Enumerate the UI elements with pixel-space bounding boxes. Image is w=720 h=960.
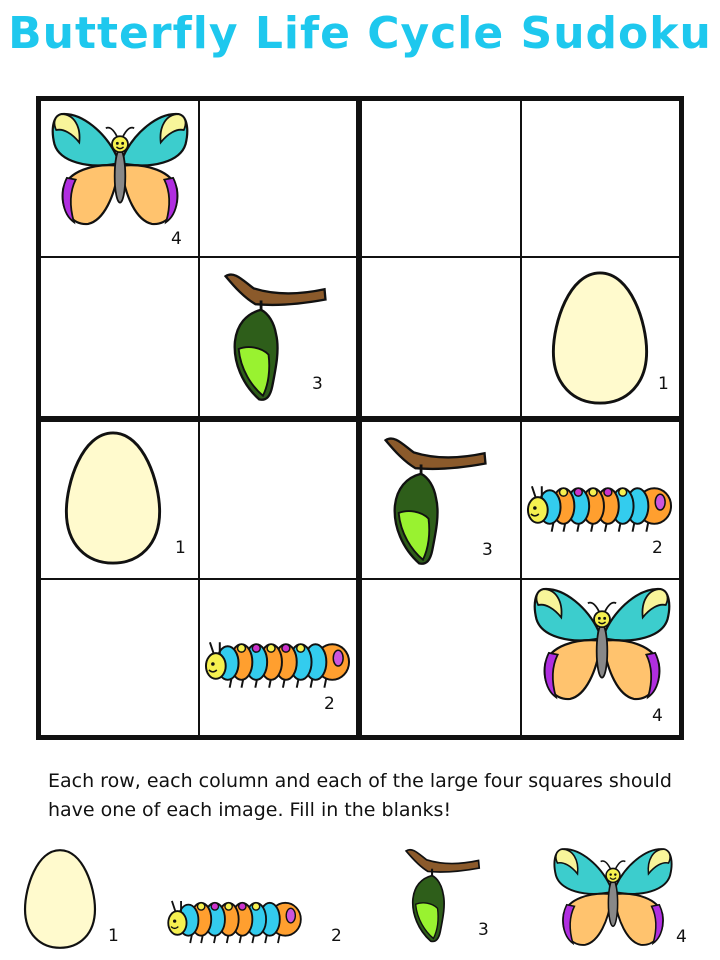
grid-cell-r2c1[interactable]: [200, 422, 359, 580]
legend-item-butterfly: [550, 843, 700, 953]
chrysalis-icon: [402, 842, 484, 946]
cell-number: 4: [652, 706, 663, 726]
legend-number: 2: [331, 926, 342, 946]
cell-number: 2: [652, 538, 663, 558]
grid-cell-r1c3[interactable]: [522, 258, 681, 416]
grid-cell-r2c3[interactable]: [522, 422, 681, 580]
legend-item-caterpillar: [165, 890, 355, 950]
grid-cell-r2c2[interactable]: [362, 422, 521, 580]
legend-item-chrysalis: [402, 842, 502, 952]
cell-number: 1: [175, 538, 186, 558]
legend-item-egg: [22, 848, 132, 948]
egg-icon: [63, 430, 163, 566]
legend-number: 3: [478, 920, 489, 940]
grid-cell-r3c3[interactable]: [522, 580, 681, 738]
legend-number: 4: [676, 927, 687, 947]
grid-cell-r1c2[interactable]: [362, 258, 521, 416]
grid-cell-r0c1[interactable]: [200, 101, 359, 259]
grid-cell-r2c0[interactable]: [41, 422, 200, 580]
grid-cell-r0c3[interactable]: [522, 101, 681, 259]
grid-cell-r0c0[interactable]: [41, 101, 200, 259]
cell-number: 3: [312, 374, 323, 394]
butterfly-icon: [47, 107, 193, 231]
cell-number: 1: [658, 374, 669, 394]
grid-cell-r3c2[interactable]: [362, 580, 521, 738]
sudoku-grid: [36, 96, 684, 740]
butterfly-icon: [528, 582, 676, 706]
egg-icon: [22, 848, 98, 950]
instructions-text: Each row, each column and each of the large four squares should have one of each image. Fill in the blanks!: [48, 770, 672, 821]
egg-icon: [550, 270, 650, 406]
caterpillar-icon: [204, 630, 352, 700]
grid-cell-r0c2[interactable]: [362, 101, 521, 259]
grid-cell-r3c1[interactable]: [200, 580, 359, 738]
caterpillar-icon: [165, 890, 305, 954]
caterpillar-icon: [526, 474, 674, 544]
legend-number: 1: [108, 926, 119, 946]
cell-number: 4: [171, 229, 182, 249]
butterfly-icon: [550, 843, 676, 951]
chrysalis-icon: [380, 428, 492, 570]
grid-cell-r1c1[interactable]: [200, 258, 359, 416]
grid-cell-r3c0[interactable]: [41, 580, 200, 738]
grid-cell-r1c0[interactable]: [41, 258, 200, 416]
cell-number: 2: [324, 694, 335, 714]
page-title: Butterfly Life Cycle Sudoku: [8, 8, 712, 59]
cell-number: 3: [482, 540, 493, 560]
